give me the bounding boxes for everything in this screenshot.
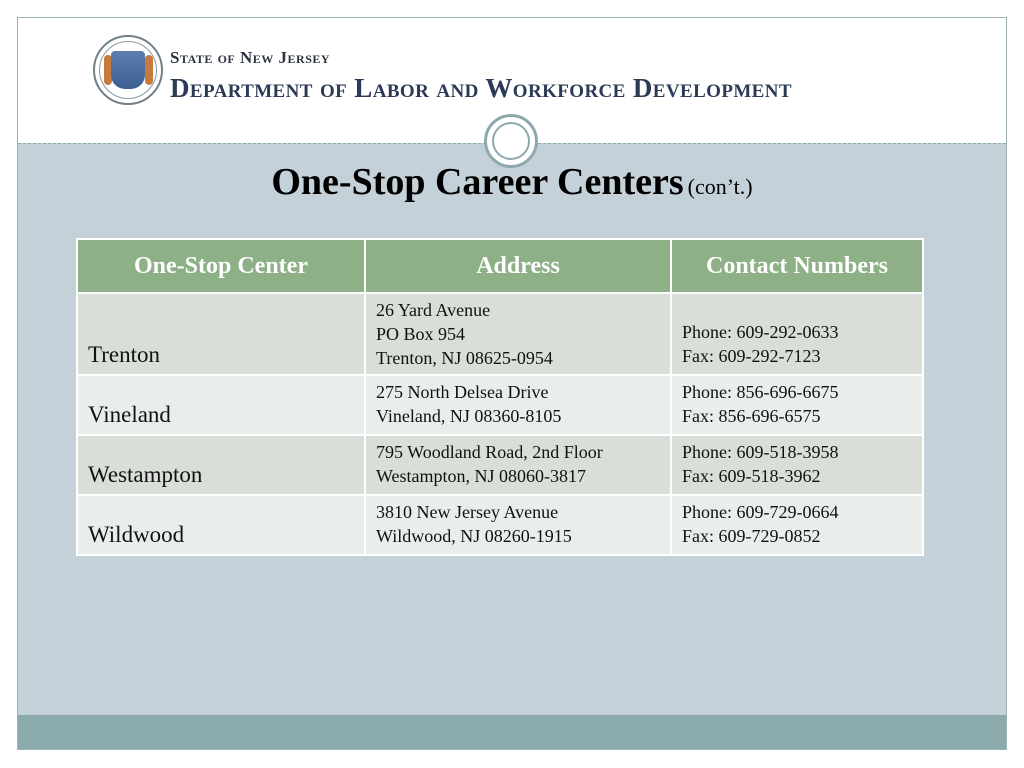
footer-bar bbox=[18, 715, 1006, 749]
address-line: 26 Yard Avenue bbox=[376, 300, 491, 320]
state-name: State of New Jersey bbox=[170, 48, 331, 67]
slide-title bbox=[0, 160, 1024, 204]
table-row bbox=[77, 435, 923, 495]
center-contact bbox=[671, 495, 923, 555]
address-line: 795 Woodland Road, 2nd Floor bbox=[376, 442, 603, 462]
seal-right-figure bbox=[145, 55, 153, 85]
address-line: 3810 New Jersey Avenue bbox=[376, 502, 559, 522]
column-header-contact: Contact Numbers bbox=[671, 239, 923, 293]
fax-number: Fax: 609-729-0852 bbox=[682, 526, 821, 546]
address-line: Trenton, NJ 08625-0954 bbox=[376, 348, 553, 368]
address-line: Westampton, NJ 08060-3817 bbox=[376, 466, 587, 486]
slide-title-main: One-Stop Career Centers bbox=[271, 161, 684, 203]
center-name: Wildwood bbox=[77, 495, 365, 555]
fax-number: Fax: 609-292-7123 bbox=[682, 346, 821, 366]
slide-title-suffix: (con’t.) bbox=[687, 174, 753, 199]
career-centers-table bbox=[76, 238, 924, 556]
center-address bbox=[365, 375, 671, 435]
seal-shield bbox=[111, 51, 145, 89]
fax-number: Fax: 856-696-6575 bbox=[682, 406, 821, 426]
center-contact bbox=[671, 375, 923, 435]
center-contact bbox=[671, 293, 923, 375]
table-header-row bbox=[77, 239, 923, 293]
center-address bbox=[365, 435, 671, 495]
center-name: Trenton bbox=[77, 293, 365, 375]
column-header-center: One-Stop Center bbox=[77, 239, 365, 293]
center-name: Westampton bbox=[77, 435, 365, 495]
phone-number: Phone: 609-292-0633 bbox=[682, 322, 839, 342]
address-line: Vineland, NJ 08360-8105 bbox=[376, 406, 562, 426]
center-address bbox=[365, 293, 671, 375]
table-row bbox=[77, 495, 923, 555]
column-header-address: Address bbox=[365, 239, 671, 293]
center-contact bbox=[671, 435, 923, 495]
divider-ornament-inner bbox=[492, 122, 530, 160]
phone-number: Phone: 856-696-6675 bbox=[682, 382, 839, 402]
center-address bbox=[365, 495, 671, 555]
table-row bbox=[77, 375, 923, 435]
address-line: Wildwood, NJ 08260-1915 bbox=[376, 526, 572, 546]
address-line: 275 North Delsea Drive bbox=[376, 382, 549, 402]
address-line: PO Box 954 bbox=[376, 324, 466, 344]
fax-number: Fax: 609-518-3962 bbox=[682, 466, 821, 486]
department-name: Department of Labor and Workforce Development bbox=[170, 73, 792, 103]
center-name: Vineland bbox=[77, 375, 365, 435]
phone-number: Phone: 609-729-0664 bbox=[682, 502, 839, 522]
phone-number: Phone: 609-518-3958 bbox=[682, 442, 839, 462]
table-row bbox=[77, 293, 923, 375]
nj-state-seal-icon bbox=[93, 35, 163, 105]
